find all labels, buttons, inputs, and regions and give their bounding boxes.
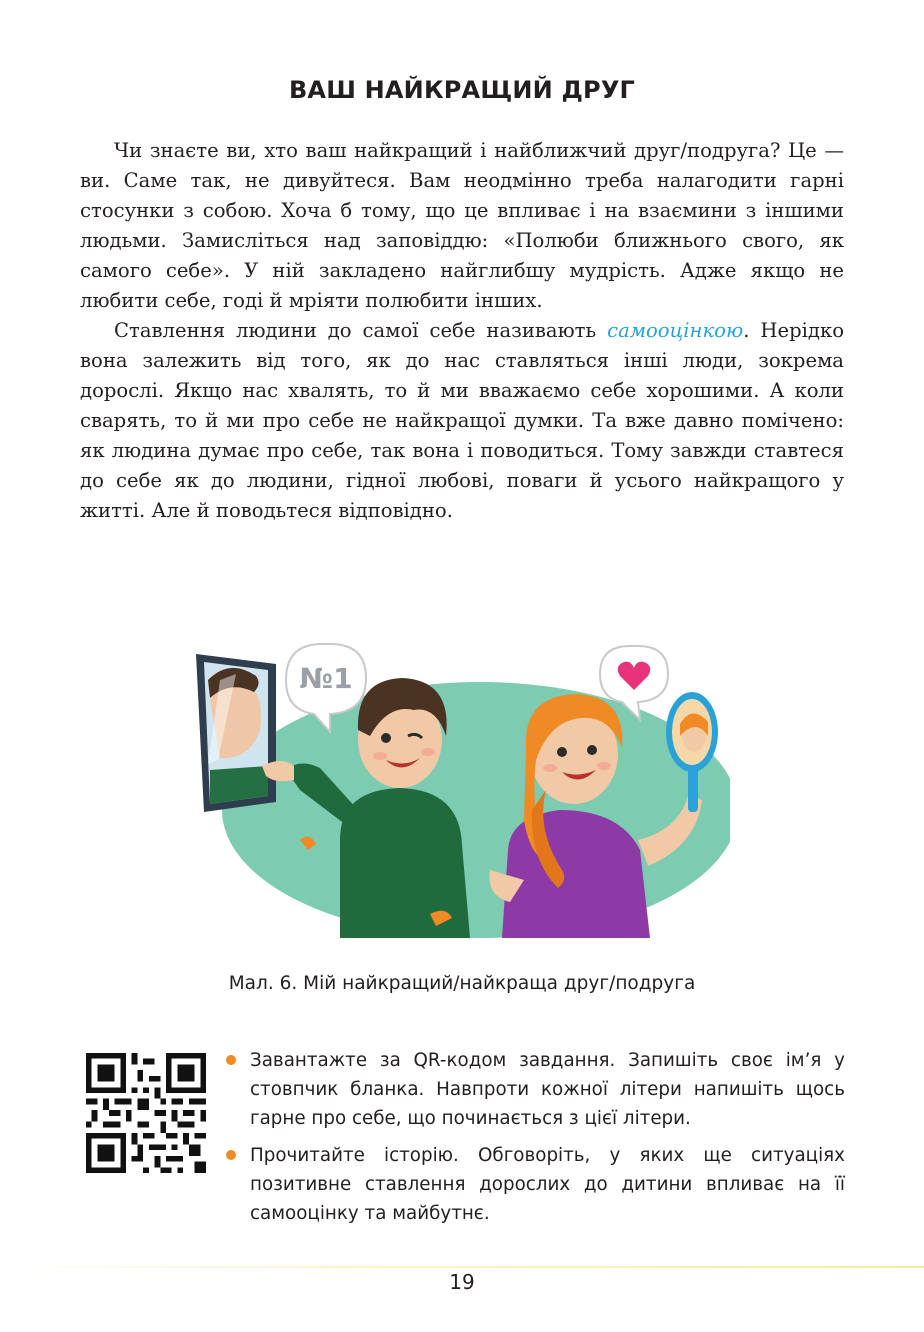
paragraph-2-start: Ставлення людини до самої себе називають	[114, 319, 608, 342]
bubble-label: №1	[299, 662, 353, 695]
task-text: Прочитайте історію. Обговоріть, у яких ще ситуаціях позитивне ставлення дорослих до дитини впливає на її самооцінку та майбутнє.	[250, 1145, 845, 1224]
task-text: Завантажте за QR-кодом завдання. Запишіть своє ім’я у стовпчик бланка. Навпроти кожної літери напишіть щось гарне про себе, що починається з цієї літери.	[250, 1050, 845, 1129]
task-list	[225, 1046, 845, 1236]
key-term: самооцінкою	[607, 319, 744, 342]
paragraph-2-end: . Нерідко вона залежить від того, як до нас ставляться інші люди, зокрема дорослі. Якщо нас хвалять, то й ми вважаємо себе хорошими. А коли сварять, то й ми про себе не найкращої думки. Та вже давно помічено: як людина думає про себе, так вона і поводиться. Тому завжди ставтеся до себе як до людини, гідної любові, поваги й усього найкращого у житті. Але й поводьтеся відповідно.	[80, 319, 844, 522]
bullet-icon	[226, 1150, 236, 1160]
task-item	[225, 1046, 845, 1133]
qr-code-icon[interactable]	[86, 1053, 206, 1173]
page-title: ВАШ НАЙКРАЩИЙ ДРУГ	[288, 76, 636, 104]
bullet-icon	[226, 1055, 236, 1065]
paragraph-1: Чи знаєте ви, хто ваш найкращий і найближчий друг/подруга? Це — ви. Саме так, не дивуйтеся. Вам неодмінно треба налагодити гарні стосунки з собою. Хоча б тому, що це впливає і на взаємини з іншими людьми. Замисліться над заповіддю: «Полюби ближнього свого, як самого себе». У ній закладено найглибшу мудрість. Адже якщо не любити себе, годі й мріяти полюбити інших.	[80, 139, 844, 312]
main-text	[80, 136, 844, 526]
task-item	[225, 1141, 845, 1228]
paragraph-2	[80, 316, 844, 526]
page-number: 19	[449, 1270, 475, 1294]
mirror-icon	[196, 654, 276, 812]
footer-divider	[0, 1266, 924, 1268]
illustration	[190, 640, 730, 940]
background-oval	[222, 682, 730, 938]
figure-caption: Мал. 6. Мій найкращий/найкраща друг/подруга	[228, 973, 696, 994]
